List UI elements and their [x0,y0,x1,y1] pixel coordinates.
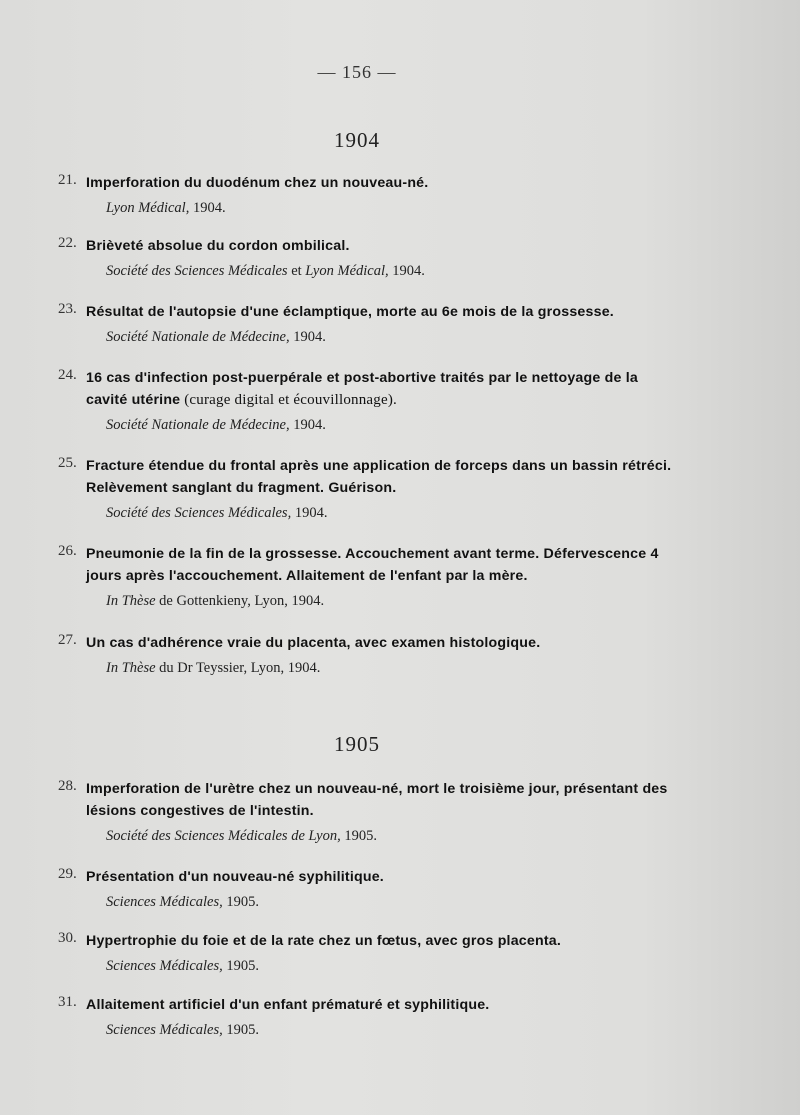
entry-title: Fracture étendue du frontal après une application de forceps dans un bassin rétréci. Relèvement sanglant du fragment. Guérison. [86,458,672,496]
entry-number: 22. [58,235,77,251]
entry-number: 29. [58,866,77,882]
entry-title: Résultat de l'autopsie d'une éclamptique, morte au 6e mois de la grossesse. [86,304,614,320]
entry-number: 28. [58,778,77,794]
entry-source: Société des Sciences Médicales et Lyon Médical, 1904. [106,263,425,279]
entry-number: 26. [58,543,77,559]
entry-number: 23. [58,301,77,317]
entry-source: Sciences Médicales, 1905. [106,958,260,974]
bibliography-entry [58,866,678,913]
entry-title: Brièveté absolue du cordon ombilical. [86,238,350,254]
bibliography-entry [58,301,678,348]
entry-source: In Thèse de Gottenkieny, Lyon, 1904. [106,593,325,609]
entry-number: 25. [58,455,77,471]
page-number: — 156 — [317,62,397,82]
entry-source: In Thèse du Dr Teyssier, Lyon, 1904. [106,660,321,676]
bibliography-entry [58,778,678,847]
entry-source: Lyon Médical, 1904. [106,200,226,216]
entry-source: Société Nationale de Médecine, 1904. [106,329,326,345]
entry-title: Allaitement artificiel d'un enfant prématuré et syphilitique. [86,997,490,1013]
entry-title: Imperforation du duodénum chez un nouveau-né. [86,175,429,191]
bibliography-entry [58,994,678,1041]
entry-number: 27. [58,632,77,648]
bibliography-entry [58,543,678,612]
entry-number: 21. [58,172,77,188]
entry-title: Imperforation de l'urètre chez un nouveau-né, mort le troisième jour, présentant des lésions congestives de l'intestin. [86,781,668,819]
bibliography-entry [58,235,678,282]
bibliography-entry [58,367,678,436]
entry-source: Société des Sciences Médicales de Lyon, 1905. [106,828,377,844]
entry-number: 24. [58,367,77,383]
entry-number: 31. [58,994,77,1010]
entry-source: Société Nationale de Médecine, 1904. [106,417,326,433]
entry-title: 16 cas d'infection post-puerpérale et post-abortive traités par le nettoyage de la cavité utérine (curage digital et écouvillonnage). [86,370,638,408]
entry-title: Pneumonie de la fin de la grossesse. Accouchement avant terme. Défervescence 4 jours après l'accouchement. Allaitement de l'enfant par la mère. [86,546,659,584]
bibliography-entry [58,172,678,219]
entry-number: 30. [58,930,77,946]
entry-source: Sciences Médicales, 1905. [106,1022,260,1038]
entry-source: Sciences Médicales, 1905. [106,894,260,910]
entry-source: Société des Sciences Médicales, 1904. [106,505,328,521]
bibliography-entry [58,455,678,524]
section-year: 1904 [334,128,380,152]
entry-title: Un cas d'adhérence vraie du placenta, avec examen histologique. [86,635,541,651]
entry-title: Présentation d'un nouveau-né syphilitique. [86,869,384,885]
bibliography-entry [58,632,678,679]
section-year: 1905 [334,732,380,756]
bibliography-entry [58,930,678,977]
entry-title: Hypertrophie du foie et de la rate chez un fœtus, avec gros placenta. [86,933,561,949]
